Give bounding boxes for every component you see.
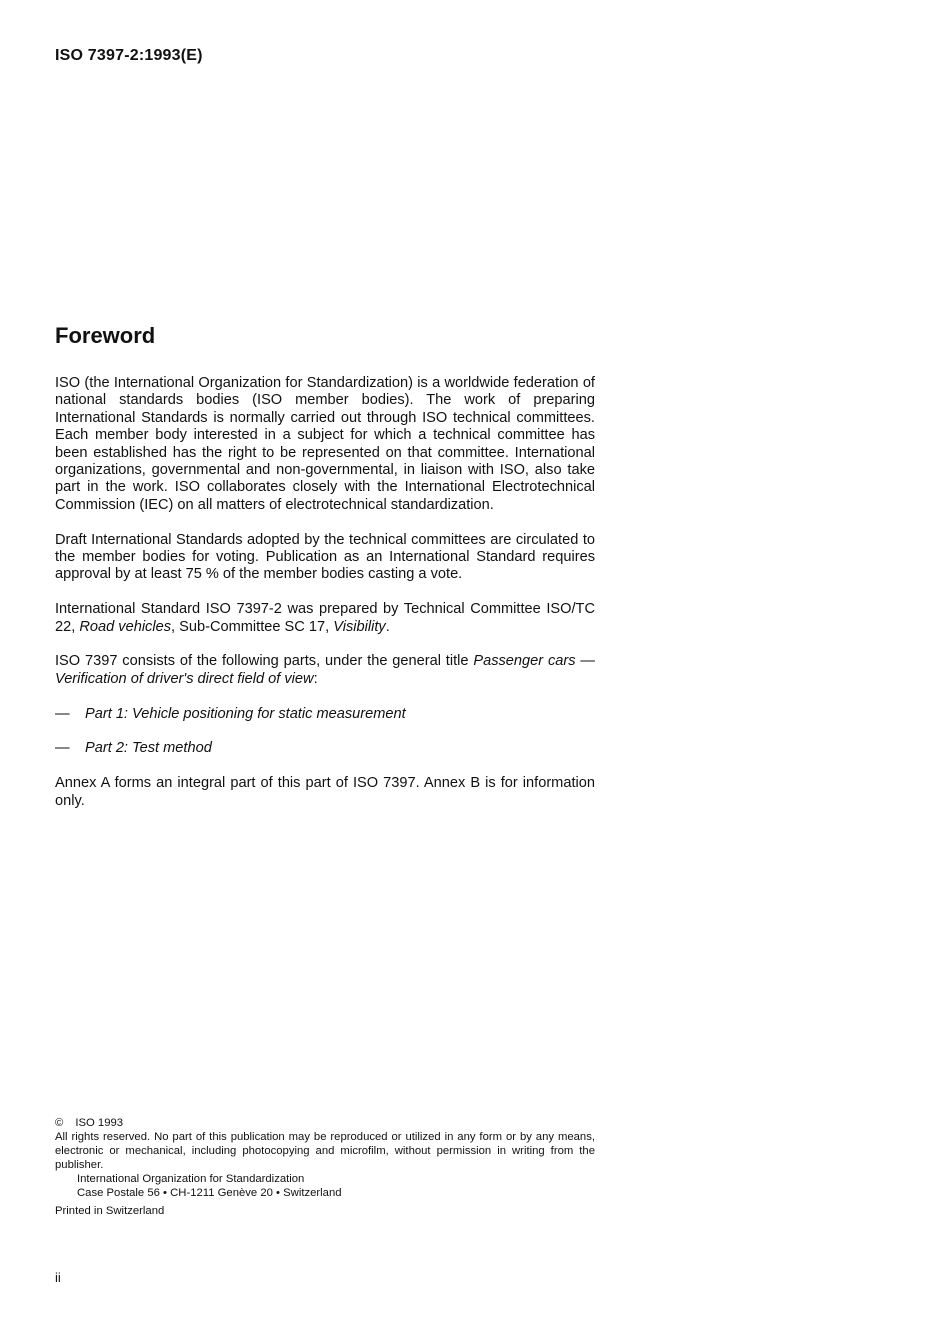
rights-notice: All rights reserved. No part of this publication may be reproduced or utilized in any form or by any means, electronic or mechanical, including photocopying and microfilm, without permission in writing from the publisher. bbox=[55, 1131, 595, 1171]
committee-name: Road vehicles bbox=[79, 618, 172, 635]
copyright-year: ISO 1993 bbox=[75, 1117, 124, 1129]
foreword-body bbox=[55, 375, 595, 827]
general-title: Passenger cars — Verification of driver's direct field of view bbox=[55, 653, 595, 687]
prepared-by-text: International Standard ISO 7397-2 was prepared by Technical Committee ISO/TC 22, bbox=[55, 601, 595, 635]
paragraph-iso-intro: ISO (the International Organization for Standardization) is a worldwide federation of national standards bodies (ISO member bodies). The work of preparing International Standards is normally carried out through ISO technical committees. Each member body interested in a subject for which a technical committee has been established has the right to be represented on that committee. International organizations, governmental and non-governmental, in liaison with ISO, also take part in the work. ISO collaborates closely with the International Electrotechnical Commission (IEC) on all matters of electrotechnical standardization. bbox=[55, 375, 595, 513]
copyright-block bbox=[55, 1116, 595, 1218]
parts-intro-text: ISO 7397 consists of the following parts, under the general title bbox=[55, 653, 474, 670]
publisher-address: Case Postale 56 • CH-1211 Genève 20 • Switzerland bbox=[77, 1187, 342, 1199]
list-item bbox=[55, 740, 595, 757]
list-dash: — bbox=[55, 705, 70, 722]
part-1-title: Part 1: Vehicle positioning for static measurement bbox=[85, 705, 406, 722]
list-dash: — bbox=[55, 740, 70, 757]
subcommittee-text: , Sub-Committee SC 17, bbox=[171, 618, 334, 635]
part-2-title: Part 2: Test method bbox=[85, 740, 212, 757]
parts-intro-end: : bbox=[313, 670, 318, 687]
paragraph-draft-standards: Draft International Standards adopted by the technical committees are circulated to the member bodies for voting. Publication as an International Standard requires approval by at least 75 % of the member bodies casting a vote. bbox=[55, 531, 595, 583]
copyright-icon: © bbox=[55, 1117, 64, 1129]
paragraph-prepared-by bbox=[55, 601, 595, 636]
copyright-line bbox=[55, 1116, 595, 1130]
printed-location: Printed in Switzerland bbox=[55, 1205, 165, 1217]
prepared-by-end: . bbox=[385, 618, 390, 635]
page-number: ii bbox=[55, 1270, 61, 1285]
list-item bbox=[55, 706, 595, 723]
document-identifier: ISO 7397-2:1993(E) bbox=[55, 47, 203, 64]
publisher-organization: International Organization for Standardization bbox=[77, 1173, 305, 1185]
paragraph-annex: Annex A forms an integral part of this part of ISO 7397. Annex B is for information only. bbox=[55, 775, 595, 809]
subcommittee-name: Visibility bbox=[333, 618, 386, 635]
paragraph-parts-intro bbox=[55, 653, 595, 688]
section-title: Foreword bbox=[55, 323, 156, 348]
